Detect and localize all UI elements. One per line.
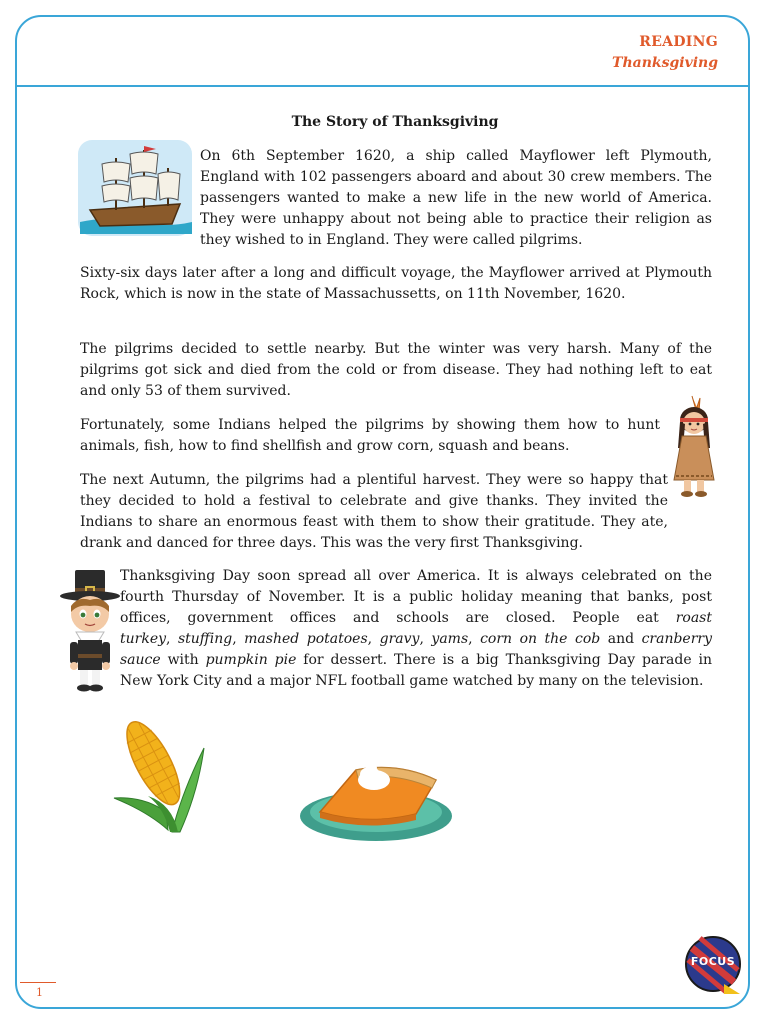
food-yams: yams [431, 631, 469, 647]
paragraph-6-text-b: for dessert. There is a big Thanksgiving Day parade in New York City and a major NFL football game watched by many on the television. [120, 652, 712, 689]
food-roast-turkey: roast turkey [120, 610, 712, 647]
header-topic: Thanksgiving [612, 55, 718, 71]
separator-and: and [600, 631, 642, 647]
paragraph-4: Fortunately, some Indians helped the pilgrims by showing them how to hunt animals, fish, how to find shellfish and grow corn, squash and beans. [80, 417, 660, 454]
paragraph-6-text-a: Thanksgiving Day soon spread all over America. It is always celebrated on the fourth Thursday of November. It is a public holiday meaning that banks, post offices, government offices and schools are closed. People eat [120, 568, 712, 626]
pilgrim-boy-image [58, 566, 122, 696]
footer-line [20, 982, 56, 983]
separator-comma: , [468, 631, 481, 647]
food-cranberry-sauce: cranberry sauce [120, 631, 713, 668]
native-girl-image [666, 394, 722, 498]
paragraph-6 [120, 566, 712, 692]
food-corn-on-the-cob: corn on the cob [480, 631, 601, 647]
mayflower-ship-image [76, 138, 194, 238]
paragraph-5: The next Autumn, the pilgrims had a plentiful harvest. They were so happy that they decided to hold a festival to celebrate and give thanks. They invited the Indians to share an enormous feast with them to show their gratitude. They ate, drank and danced for three days. This was the very first Thanksgiving. [80, 472, 668, 551]
paragraph-1: On 6th September 1620, a ship called Mayflower left Plymouth, England with 102 passengers aboard and about 30 crew members. The passengers wanted to make a new life in the new world of America. They were unhappy about not being able to practice their religion as they wished to in England. They were called pilgrims. [200, 148, 712, 248]
paragraph-3: The pilgrims decided to settle nearby. But the winter was very harsh. Many of the pilgrims got sick and died from the cold or from disease. They had nothing left to eat and only 53 of them survived. [80, 341, 712, 399]
separator-comma: , [166, 631, 178, 647]
separator-comma: , [367, 631, 380, 647]
food-stuffing: stuffing [177, 631, 233, 647]
header-divider [15, 85, 750, 87]
paragraph-2: Sixty-six days later after a long and difficult voyage, the Mayflower arrived at Plymouth Rock, which is now in the state of Massachussetts, on 11th November, 1620. [80, 265, 712, 302]
page-number: 1 [36, 986, 43, 999]
separator-with: with [160, 652, 206, 668]
food-gravy: gravy [379, 631, 420, 647]
separator-comma: , [232, 631, 245, 647]
separator-comma: , [419, 631, 432, 647]
corn-image [108, 712, 208, 834]
food-mashed-potatoes: mashed potatoes [244, 631, 368, 647]
focus-logo-text: FOCUS [690, 955, 736, 968]
page-title: The Story of Thanksgiving [291, 114, 499, 130]
pumpkin-pie-image [298, 754, 454, 842]
food-pumpkin-pie: pumpkin pie [205, 652, 297, 668]
header-subject: READING [639, 34, 718, 50]
